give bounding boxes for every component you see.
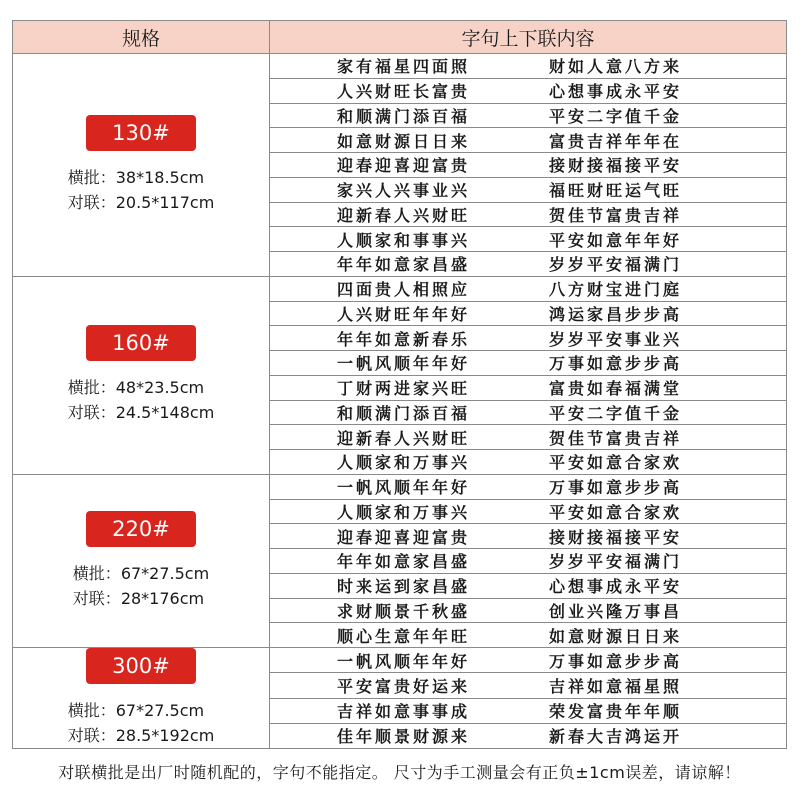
couplet-first-line: 人兴财旺长富贵 xyxy=(337,82,471,102)
couplet-line xyxy=(270,698,787,723)
spec-table-body xyxy=(13,54,787,749)
footer-note: 对联横批是出厂时随机配的，字句不能指定。 尺寸为手工测量会有正负±1cm误差，请谅解！ xyxy=(58,763,741,782)
couplet-line xyxy=(270,252,787,277)
couplet-label: 对联： xyxy=(67,192,116,212)
couplet-second-line: 平安如意年年好 xyxy=(549,230,683,250)
couplet-line xyxy=(270,598,787,623)
couplet-second-line: 鸿运家昌步步高 xyxy=(549,304,683,324)
couplet-line xyxy=(270,128,787,153)
couplet-first-line: 迎春迎喜迎富贵 xyxy=(337,527,471,547)
couplet-line xyxy=(270,648,787,673)
couplet-first-line: 人顺家和事事兴 xyxy=(337,230,471,250)
couplet-line xyxy=(270,153,787,178)
couplet-second-line: 吉祥如意福星照 xyxy=(549,676,683,696)
couplet-second-line: 平安二字值千金 xyxy=(549,403,683,423)
couplet-line xyxy=(270,103,787,128)
couplet-second-line: 荣发富贵年年顺 xyxy=(549,702,683,722)
couplet-second-line: 平安二字值千金 xyxy=(549,106,683,126)
couplet-label: 对联： xyxy=(72,588,121,608)
banner-value: 38*18.5cm xyxy=(115,167,205,187)
couplet-label: 对联： xyxy=(67,726,116,745)
size-badge: 300# xyxy=(86,648,196,684)
banner-value: 48*23.5cm xyxy=(115,378,205,398)
couplet-line xyxy=(270,450,787,475)
couplet-second-line: 平安如意合家欢 xyxy=(549,453,683,473)
couplet-first-line: 求财顺景千秋盛 xyxy=(337,601,471,621)
couplet-first-line: 年年如意家昌盛 xyxy=(337,552,471,572)
couplet-line xyxy=(270,524,787,549)
couplet-line xyxy=(270,202,787,227)
couplet-second-line: 平安如意合家欢 xyxy=(549,502,683,522)
spec-cell xyxy=(13,276,270,474)
couplet-line xyxy=(270,54,787,79)
banner-size xyxy=(68,165,215,190)
couplet-first-line: 人顺家和万事兴 xyxy=(337,502,471,522)
couplet-second-line: 万事如意步步高 xyxy=(549,354,683,374)
couplet-line xyxy=(270,177,787,202)
couplet-first-line: 迎新春人兴财旺 xyxy=(337,428,471,448)
couplet-first-line: 人顺家和万事兴 xyxy=(337,453,471,473)
header-content: 字句上下联内容 xyxy=(270,21,787,54)
couplet-line xyxy=(270,474,787,499)
spec-cell xyxy=(13,474,270,647)
couplet-second-line: 如意财源日日来 xyxy=(549,626,683,646)
couplet-second-line: 心想事成永平安 xyxy=(549,577,683,597)
dimensions xyxy=(68,165,215,215)
size-badge: 220# xyxy=(86,511,196,547)
couplet-second-line: 贺佳节富贵吉祥 xyxy=(549,428,683,448)
banner-size xyxy=(68,698,215,723)
couplet-first-line: 迎新春人兴财旺 xyxy=(337,205,471,225)
couplet-second-line: 富贵吉祥年年在 xyxy=(549,131,683,151)
dimensions xyxy=(68,698,215,748)
couplet-first-line: 年年如意家昌盛 xyxy=(337,255,471,275)
couplet-second-line: 岁岁平安福满门 xyxy=(549,552,683,572)
couplet-first-line: 家有福星四面照 xyxy=(337,57,471,77)
spec-table xyxy=(12,20,787,749)
couplet-line xyxy=(270,227,787,252)
spec-cell xyxy=(13,54,270,277)
couplet-first-line: 和顺满门添百福 xyxy=(337,403,471,423)
couplet-second-line: 心想事成永平安 xyxy=(549,82,683,102)
couplet-first-line: 时来运到家昌盛 xyxy=(337,577,471,597)
couplet-first-line: 顺心生意年年旺 xyxy=(337,626,471,646)
couplet-first-line: 佳年顺景财源来 xyxy=(337,727,471,747)
size-badge: 160# xyxy=(86,325,196,361)
table-row xyxy=(13,54,787,79)
couplet-size xyxy=(68,723,215,748)
couplet-line xyxy=(270,499,787,524)
couplet-line xyxy=(270,326,787,351)
dimensions xyxy=(73,561,209,611)
couplet-second-line: 新春大吉鸿运开 xyxy=(549,727,683,747)
couplet-first-line: 年年如意新春乐 xyxy=(337,329,471,349)
couplet-line xyxy=(270,623,787,648)
banner-label: 横批： xyxy=(67,167,116,187)
couplet-first-line: 人兴财旺年年好 xyxy=(337,304,471,324)
banner-size xyxy=(73,561,209,586)
couplet-first-line: 和顺满门添百福 xyxy=(337,106,471,126)
spec-cell xyxy=(13,648,270,749)
couplet-second-line: 岁岁平安福满门 xyxy=(549,255,683,275)
banner-value: 67*27.5cm xyxy=(115,701,205,720)
banner-label: 横批： xyxy=(67,378,116,398)
couplet-first-line: 平安富贵好运来 xyxy=(337,676,471,696)
couplet-size xyxy=(68,190,215,215)
couplet-line xyxy=(270,400,787,425)
couplet-first-line: 迎春迎喜迎富贵 xyxy=(337,156,471,176)
couplet-first-line: 四面贵人相照应 xyxy=(337,280,471,300)
couplet-second-line: 财如人意八方来 xyxy=(549,57,683,77)
couplet-line xyxy=(270,549,787,574)
couplet-line xyxy=(270,723,787,748)
banner-size xyxy=(68,375,215,400)
couplet-second-line: 富贵如春福满堂 xyxy=(549,379,683,399)
couplet-first-line: 一帆风顺年年好 xyxy=(337,478,471,498)
size-badge: 130# xyxy=(86,115,196,151)
couplet-first-line: 如意财源日日来 xyxy=(337,131,471,151)
couplet-value: 20.5*117cm xyxy=(115,192,215,212)
dimensions xyxy=(68,375,215,425)
couplet-value: 28.5*192cm xyxy=(115,726,215,745)
couplet-second-line: 岁岁平安事业兴 xyxy=(549,329,683,349)
table-row xyxy=(13,648,787,673)
couplet-line xyxy=(270,351,787,376)
couplet-first-line: 家兴人兴事业兴 xyxy=(337,181,471,201)
couplet-second-line: 贺佳节富贵吉祥 xyxy=(549,205,683,225)
couplet-line xyxy=(270,673,787,698)
banner-value: 67*27.5cm xyxy=(120,563,210,583)
couplet-first-line: 一帆风顺年年好 xyxy=(337,354,471,374)
couplet-line xyxy=(270,301,787,326)
couplet-second-line: 八方财宝进门庭 xyxy=(549,280,683,300)
couplet-second-line: 万事如意步步高 xyxy=(549,478,683,498)
couplet-line xyxy=(270,78,787,103)
couplet-label: 对联： xyxy=(67,403,116,423)
couplet-line xyxy=(270,573,787,598)
couplet-size xyxy=(68,400,215,425)
couplet-second-line: 接财接福接平安 xyxy=(549,527,683,547)
banner-label: 横批： xyxy=(67,701,116,720)
couplet-size xyxy=(73,586,209,611)
header-spec: 规格 xyxy=(13,21,270,54)
couplet-first-line: 一帆风顺年年好 xyxy=(337,651,471,671)
couplet-first-line: 吉祥如意事事成 xyxy=(337,702,471,722)
couplet-first-line: 丁财两进家兴旺 xyxy=(337,379,471,399)
table-row xyxy=(13,276,787,301)
couplet-line xyxy=(270,425,787,450)
couplet-value: 24.5*148cm xyxy=(115,403,215,423)
couplet-second-line: 创业兴隆万事昌 xyxy=(549,601,683,621)
couplet-second-line: 接财接福接平安 xyxy=(549,156,683,176)
couplet-second-line: 万事如意步步高 xyxy=(549,651,683,671)
couplet-line xyxy=(270,276,787,301)
banner-label: 横批： xyxy=(72,563,121,583)
table-row xyxy=(13,474,787,499)
couplet-second-line: 福旺财旺运气旺 xyxy=(549,181,683,201)
couplet-line xyxy=(270,375,787,400)
couplet-value: 28*176cm xyxy=(120,588,205,608)
